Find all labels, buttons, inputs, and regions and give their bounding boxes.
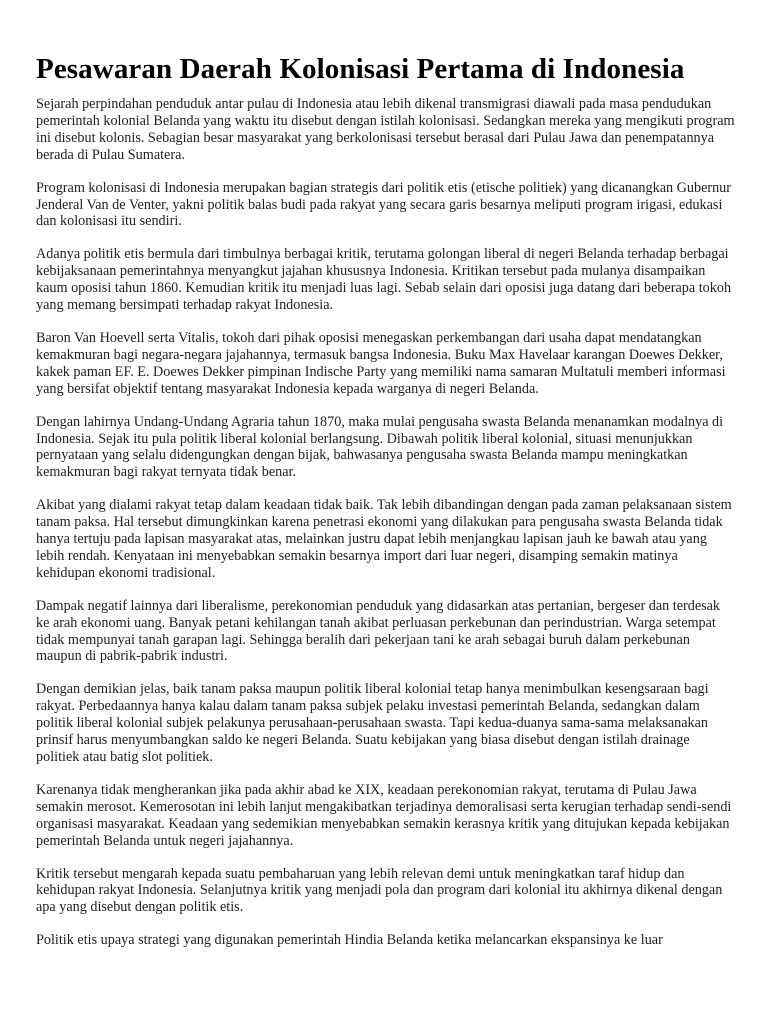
paragraph: Program kolonisasi di Indonesia merupakan bagian strategis dari politik etis (etische politiek) yang dicanangkan Gubernur Jenderal Van de Venter, yakni politik balas budi pada rakyat yang secara garis besarnya meliputi program irigasi, edukasi dan kolonisasi itu sendiri.	[36, 179, 732, 230]
document-page	[36, 52, 736, 965]
paragraph: Kritik tersebut mengarah kepada suatu pembaharuan yang lebih relevan demi untuk meningkatkan taraf hidup dan kehidupan rakyat Indonesia. Selanjutnya kritik yang menjadi pola dan program dari kolonial itu akhirnya dikenal dengan apa yang disebut dengan politik etis.	[36, 865, 723, 916]
paragraph: Baron Van Hoevell serta Vitalis, tokoh dari pihak oposisi menegaskan perkembangan dari usaha dapat mendatangkan kemakmuran bagi negara-negara jajahannya, termasuk bangsa Indonesia. Buku Max Havelaar karangan Doewes Dekker, kakek paman EF. E. Doewes Dekker pimpinan Indische Party yang memiliki nama samaran Multatuli memberi informasi yang bersifat objektif tentang masyarakat Indonesia kepada warganya di negeri Belanda.	[36, 329, 726, 397]
paragraph: Dengan lahirnya Undang-Undang Agraria tahun 1870, maka mulai pengusaha swasta Belanda menanamkan modalnya di Indonesia. Sejak itu pula politik liberal kolonial berlangsung. Dibawah politik liberal kolonial, situasi menunjukkan pernyataan yang selalu didengungkan dengan bijak, bahwasanya pengusaha swasta Belanda mampu meningkatkan kemakmuran bagi rakyat ternyata tidak benar.	[36, 413, 724, 481]
paragraph: Karenanya tidak mengherankan jika pada akhir abad ke XIX, keadaan perekonomian rakyat, terutama di Pulau Jawa semakin merosot. Kemerosotan ini lebih lanjut mengakibatkan terjadinya demoralisasi serta kerugian terhadap sendi-sendi organisasi masyarakat. Keadaan yang sedemikian menyebabkan semakin kerasnya kritik yang ditujukan kepada kebijakan pemerintah Belanda untuk negeri jajahannya.	[36, 781, 732, 849]
document-title: Pesawaran Daerah Kolonisasi Pertama di Indonesia	[36, 53, 685, 85]
paragraph: Akibat yang dialami rakyat tetap dalam keadaan tidak baik. Tak lebih dibandingan dengan pada zaman pelaksanaan sistem tanam paksa. Hal tersebut dimungkinkan karena penetrasi ekonomi yang dilakukan para pengusaha swasta Belanda tidak hanya tertuju pada lapisan masyarakat atas, melainkan justru dapat lebih menjangkau lapisan jauh ke bawah atau yang lebih rendah. Kenyataan ini menyebabkan semakin besarnya import dari luar negeri, disamping semakin matinya kehidupan ekonomi tradisional.	[36, 497, 732, 581]
paragraph: Adanya politik etis bermula dari timbulnya berbagai kritik, terutama golongan liberal di negeri Belanda terhadap berbagai kebijaksanaan pemerintahnya menyangkut jajahan khususnya Indonesia. Kritikan tersebut pada mulanya disampaikan kaum oposisi tahun 1860. Kemudian kritik itu menjadi luas lagi. Sebab selain dari oposisi juga datang dari beberapa tokoh yang memang bersimpati terhadap rakyat Indonesia.	[36, 246, 732, 314]
paragraph: Sejarah perpindahan penduduk antar pulau di Indonesia atau lebih dikenal transmigrasi diawali pada masa pendudukan pemerintah kolonial Belanda yang waktu itu disebut dengan istilah kolonisasi. Sedangkan mereka yang mengikuti program ini disebut kolonis. Sebagian besar masyarakat yang berkolonisasi tersebut berasal dari Pulau Jawa dan penempatannya berada di Pulau Sumatera.	[36, 96, 735, 163]
paragraph: Dampak negatif lainnya dari liberalisme, perekonomian penduduk yang didasarkan atas pertanian, bergeser dan terdesak ke arah ekonomi uang. Banyak petani kehilangan tanah akibat perluasan perkebunan dan perindustrian. Warga setempat tidak mempunyai tanah garapan lagi. Sehingga beralih dari pekerjaan tani ke arah sebagai buruh dalam perkebunan maupun di pabrik-pabrik industri.	[36, 597, 721, 665]
paragraph: Dengan demikian jelas, baik tanam paksa maupun politik liberal kolonial tetap hanya menimbulkan kesengsaraan bagi rakyat. Perbedaannya hanya kalau dalam tanam paksa subjek pelaku investasi pemerintah Belanda, sedangkan dalam politik liberal kolonial subjek pelakunya perusahaan-perusahaan swasta. Tapi kedua-duanya sama-sama melaksanakan prinsif harus menyumbangkan saldo ke negeri Belanda. Suatu kebijakan yang biasa disebut dengan istilah drainage politiek atau batig slot politiek.	[36, 681, 709, 765]
paragraph: Politik etis upaya strategi yang digunakan pemerintah Hindia Belanda ketika melancarkan ekspansinya ke luar	[36, 932, 663, 949]
